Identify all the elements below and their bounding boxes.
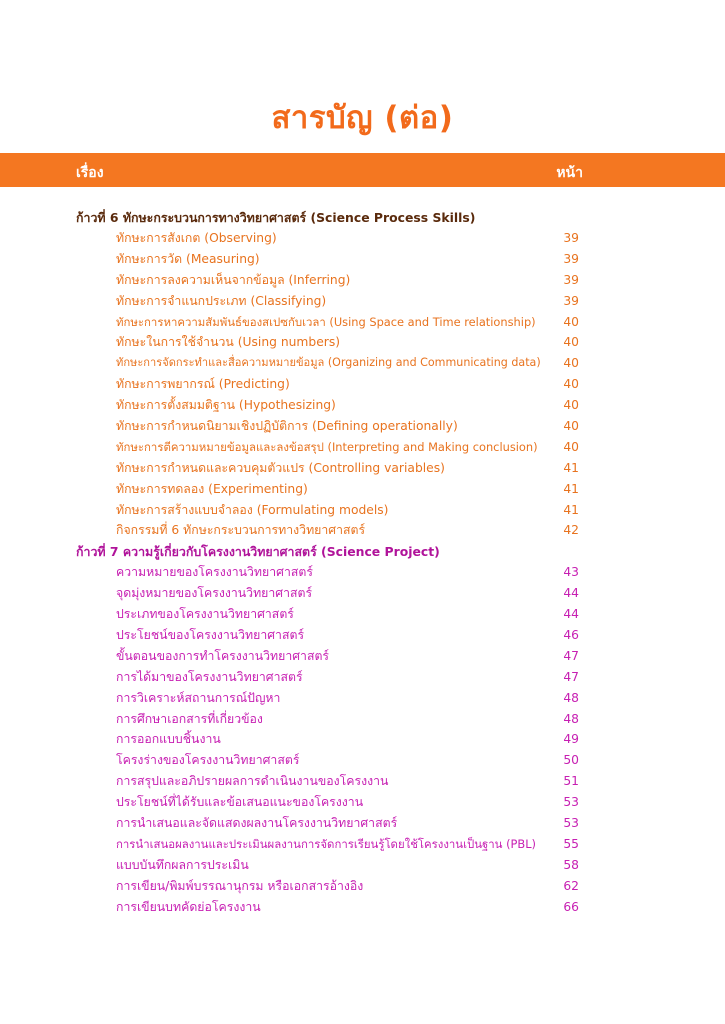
entry-title: การออกแบบชิ้นงาน	[116, 732, 221, 747]
entry-page: 50	[563, 753, 579, 768]
entry-title: กิจกรรมที่ 6 ทักษะกระบวนการทางวิทยาศาสตร์	[116, 523, 366, 538]
entry-title: แบบบันทึกผลการประเมิน	[116, 857, 249, 872]
entry-page: 40	[563, 314, 579, 329]
entry-page: 49	[563, 732, 579, 747]
entry-title: โครงร่างของโครงงานวิทยาศาสตร์	[116, 753, 300, 768]
entry-page: 39	[563, 231, 579, 245]
toc-entry[interactable]	[0, 520, 725, 541]
toc-entry[interactable]	[0, 395, 725, 416]
toc-entry[interactable]	[0, 792, 725, 813]
entry-title: ทักษะการหาความสัมพันธ์ของสเปซกับเวลา (Using Space and Time relationship)	[116, 314, 536, 329]
entry-title: ทักษะการจัดกระทำและสื่อความหมายข้อมูล (Organizing and Communicating data)	[116, 356, 541, 370]
toc-entry[interactable]	[0, 876, 725, 897]
entry-page: 40	[563, 419, 579, 434]
toc-entry[interactable]	[0, 374, 725, 395]
toc-entry[interactable]	[0, 834, 725, 855]
table-of-contents	[0, 207, 725, 918]
entry-title: ทักษะการพยากรณ์ (Predicting)	[116, 377, 290, 392]
entry-page: 62	[563, 878, 579, 893]
entry-page: 41	[563, 460, 579, 475]
toc-entry[interactable]	[0, 709, 725, 730]
entry-title: ทักษะการตีความหมายข้อมูลและลงข้อสรุป (Interpreting and Making conclusion)	[116, 439, 538, 454]
toc-header-bar	[0, 153, 725, 187]
chapter-heading[interactable]: ก้าวที่ 6 ทักษะกระบวนการทางวิทยาศาสตร์ (Science Process Skills)	[76, 210, 476, 225]
entry-page: 40	[563, 377, 579, 392]
toc-entry[interactable]	[0, 771, 725, 792]
toc-entry[interactable]	[0, 897, 725, 918]
toc-entry[interactable]	[0, 688, 725, 709]
entry-page: 39	[563, 293, 579, 308]
entry-page: 47	[563, 648, 579, 663]
toc-entry[interactable]	[0, 500, 725, 521]
entry-title: ความหมายของโครงงานวิทยาศาสตร์	[116, 565, 313, 580]
toc-entry[interactable]	[0, 249, 725, 270]
entry-page: 39	[563, 272, 579, 287]
entry-title: การนำเสนอผลงานและประเมินผลงานการจัดการเรียนรู้โดยใช้โครงงานเป็นฐาน (PBL)	[116, 836, 537, 851]
entry-title: การเขียน/พิมพ์บรรณานุกรม หรือเอกสารอ้างอิง	[116, 878, 364, 893]
entry-page: 47	[563, 669, 579, 684]
toc-entry[interactable]	[0, 604, 725, 625]
toc-entry[interactable]	[0, 416, 725, 437]
toc-entry[interactable]	[0, 583, 725, 604]
entry-title: ทักษะการทดลอง (Experimenting)	[116, 481, 308, 496]
toc-entry[interactable]	[0, 291, 725, 312]
entry-page: 41	[563, 481, 579, 496]
toc-entry[interactable]	[0, 855, 725, 876]
entry-title: ทักษะในการใช้จำนวน (Using numbers)	[116, 335, 341, 350]
entry-page: 40	[563, 439, 579, 454]
topic-column-header: เรื่อง	[76, 165, 104, 181]
entry-title: ทักษะการสร้างแบบจำลอง (Formulating models)	[116, 502, 389, 517]
toc-entry[interactable]	[0, 625, 725, 646]
entry-page: 41	[563, 502, 579, 517]
entry-title: ขั้นตอนของการทำโครงงานวิทยาศาสตร์	[116, 648, 330, 663]
entry-title: ทักษะการกำหนดนิยามเชิงปฏิบัติการ (Defining operationally)	[116, 419, 458, 434]
entry-title: การได้มาของโครงงานวิทยาศาสตร์	[116, 669, 303, 684]
entry-page: 44	[563, 586, 579, 601]
entry-page: 66	[563, 899, 579, 914]
toc-entry[interactable]	[0, 729, 725, 750]
toc-entry[interactable]	[0, 562, 725, 583]
toc-entry[interactable]	[0, 646, 725, 667]
entry-page: 46	[563, 628, 579, 643]
entry-title: ทักษะการจำแนกประเภท (Classifying)	[116, 293, 327, 308]
page-column-header: หน้า	[556, 165, 583, 181]
chapter-heading[interactable]: ก้าวที่ 7 ความรู้เกี่ยวกับโครงงานวิทยาศาสตร์ (Science Project)	[76, 544, 440, 560]
toc-entry[interactable]	[0, 437, 725, 458]
page-title: สารบัญ (ต่อ)	[271, 100, 454, 136]
entry-title: การศึกษาเอกสารที่เกี่ยวข้อง	[116, 711, 263, 726]
toc-entry[interactable]	[0, 228, 725, 249]
entry-page: 55	[563, 836, 579, 851]
entry-page: 42	[563, 523, 579, 538]
entry-page: 48	[563, 711, 579, 726]
entry-title: จุดมุ่งหมายของโครงงานวิทยาศาสตร์	[116, 586, 313, 601]
entry-page: 40	[563, 335, 579, 350]
entry-title: การนำเสนอและจัดแสดงผลงานโครงงานวิทยาศาสตร์	[116, 816, 398, 831]
toc-entry[interactable]	[0, 750, 725, 771]
entry-page: 51	[563, 774, 579, 789]
toc-entry[interactable]	[0, 312, 725, 333]
entry-page: 53	[563, 795, 579, 810]
entry-title: ทักษะการตั้งสมมติฐาน (Hypothesizing)	[116, 398, 336, 413]
toc-entry[interactable]	[0, 458, 725, 479]
entry-page: 40	[563, 356, 579, 371]
entry-page: 43	[563, 565, 579, 580]
toc-entry[interactable]	[0, 332, 725, 353]
entry-title: ทักษะการวัด (Measuring)	[116, 251, 260, 266]
entry-title: การเขียนบทคัดย่อโครงงาน	[116, 899, 261, 914]
entry-title: ประโยชน์ของโครงงานวิทยาศาสตร์	[116, 628, 305, 643]
toc-entry[interactable]	[0, 667, 725, 688]
entry-page: 40	[563, 398, 579, 413]
toc-entry[interactable]	[0, 813, 725, 834]
entry-title: ทักษะการสังเกต (Observing)	[116, 231, 277, 245]
entry-page: 53	[563, 816, 579, 831]
chapter-6-section	[0, 207, 725, 541]
toc-entry[interactable]	[0, 479, 725, 500]
entry-title: การวิเคราะห์สถานการณ์ปัญหา	[116, 690, 281, 705]
entry-page: 39	[563, 251, 579, 266]
entry-page: 48	[563, 690, 579, 705]
entry-title: การสรุปและอภิปรายผลการดำเนินงานของโครงงาน	[116, 774, 389, 789]
entry-title: ทักษะการกำหนดและควบคุมตัวแปร (Controlling variables)	[116, 460, 445, 475]
chapter-7-section	[0, 541, 725, 917]
toc-entry[interactable]	[0, 353, 725, 374]
entry-title: ประเภทของโครงงานวิทยาศาสตร์	[116, 607, 294, 622]
entry-title: ทักษะการลงความเห็นจากข้อมูล (Inferring)	[116, 272, 351, 287]
entry-page: 58	[563, 857, 579, 872]
entry-page: 44	[563, 607, 579, 622]
entry-title: ประโยชน์ที่ได้รับและข้อเสนอแนะของโครงงาน	[116, 795, 364, 810]
toc-entry[interactable]	[0, 270, 725, 291]
